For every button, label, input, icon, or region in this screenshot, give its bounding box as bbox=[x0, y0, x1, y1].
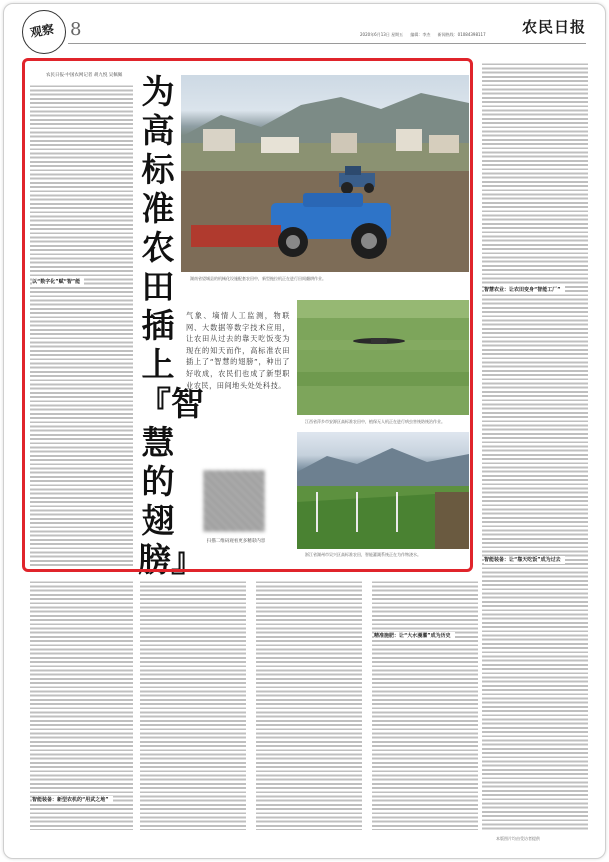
section-badge bbox=[22, 10, 66, 54]
lead-paragraph: 气象、墒情人工监测，物联网、大数据等数字技术应用，让农田从过去的靠天吃饭变为现在的知天而作，高标准农田插上了“智慧的翅膀”，种出了好收成，农民们也成了新型职业农民，田间地头处处科技。 bbox=[186, 311, 290, 390]
qr-caption: 扫描二维码观看更多精彩内容 bbox=[206, 539, 266, 544]
bottom-text-column-1 bbox=[30, 580, 133, 830]
photo3-caption: 浙江省湖州市吴兴区高标准农田，智能灌溉系统正在为作物浇水。 bbox=[305, 552, 421, 557]
section-label: 观察 bbox=[29, 22, 56, 40]
subhead: 智能装备：新型农机的“用武之地” bbox=[32, 796, 113, 804]
bottom-text-column-4 bbox=[372, 580, 478, 830]
photo2-caption: 江西省萍乡市安源区高标准农田中，植保无人机正在进行病虫害统防统治作业。 bbox=[305, 419, 445, 424]
subhead: 精准施肥：让“大水漫灌”成为历史 bbox=[374, 632, 455, 640]
photo-credit-note: 本版图片均由受访者提供 bbox=[496, 836, 540, 841]
header-meta bbox=[360, 32, 492, 38]
right-text-column bbox=[482, 62, 588, 832]
editor-credit: 编辑：李杰 bbox=[410, 32, 431, 37]
page-number: 8 bbox=[70, 19, 82, 40]
headline: 为高标准农田插上『智慧的翅膀』 bbox=[138, 72, 204, 579]
issue-date: 2020年6月13日 星期五 bbox=[360, 32, 404, 37]
byline: 农民日报·中国农网记者 胡九悦 吴佩佩 bbox=[46, 73, 123, 78]
header-rule bbox=[68, 43, 586, 44]
subhead: 智能装备：让“靠天吃饭”成为过去 bbox=[484, 556, 565, 564]
subhead: 以“数字化”赋“智”能 bbox=[32, 278, 84, 286]
news-hotline: 新闻热线：01084398117 bbox=[437, 32, 486, 37]
bottom-text-column-2 bbox=[140, 580, 246, 830]
bottom-text-column-3 bbox=[256, 580, 362, 830]
page-header bbox=[20, 10, 590, 54]
highlight-box bbox=[22, 58, 473, 572]
newspaper-logo: 农民日报 bbox=[521, 18, 586, 36]
photo1-caption: 湖南省望城县的机械化设施配套农田中，新型拖拉机正在进行田间翻耕作业。 bbox=[190, 276, 326, 281]
subhead: 智慧农业：让农田变身“智能工厂” bbox=[484, 286, 565, 294]
